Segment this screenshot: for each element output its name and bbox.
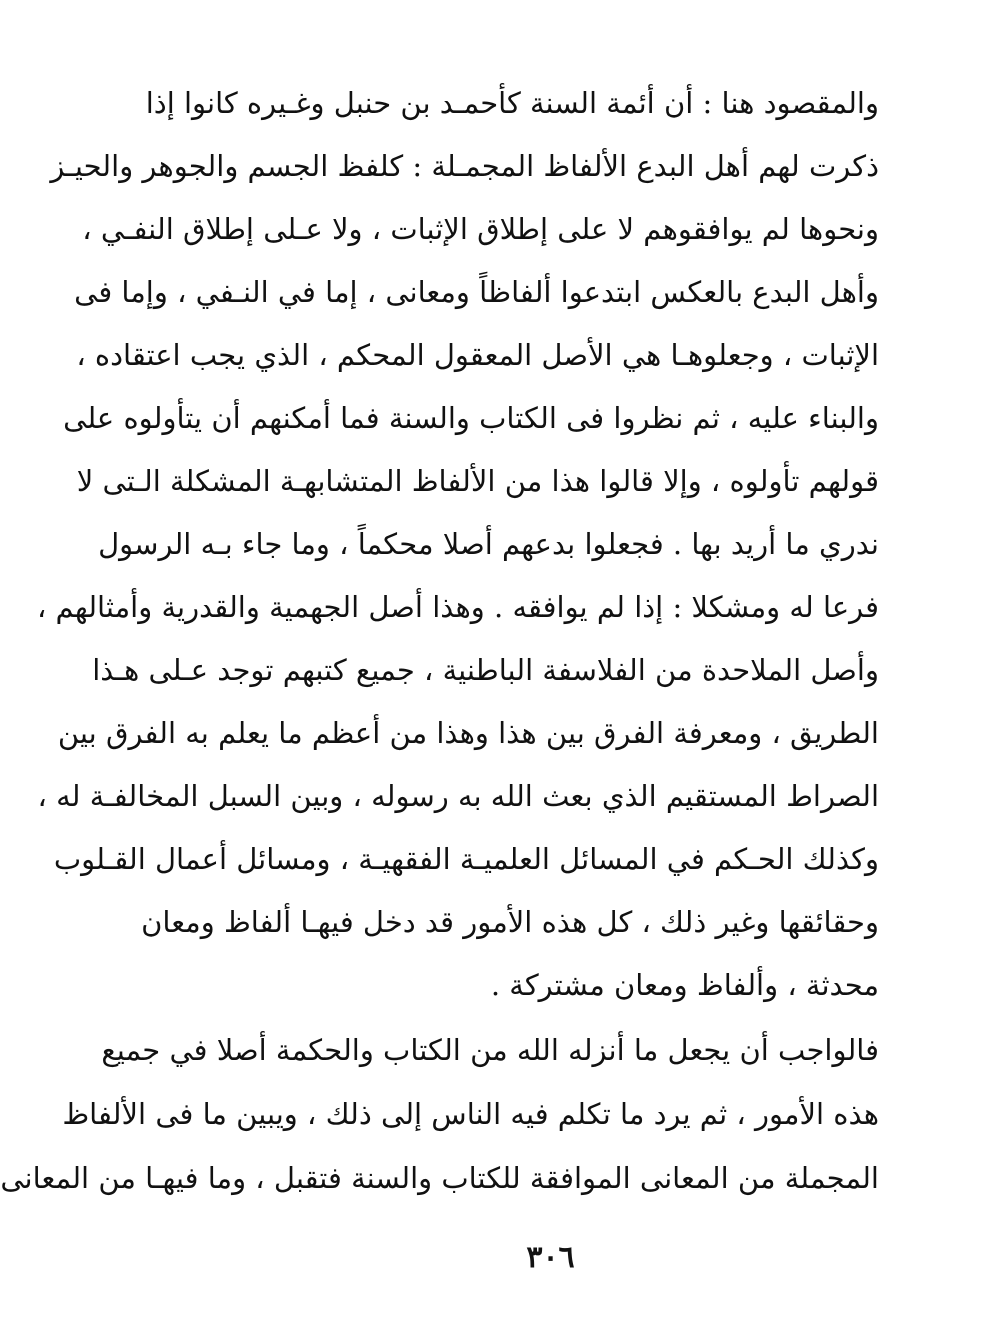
text-line: ونحوها لم يوافقوهم لا على إطلاق الإثبات ، ولا عـلى إطلاق النفـي ، [82,212,879,246]
text-line: وأصل الملاحدة من الفلاسفة الباطنية ، جميع كتبهم توجد عـلى هـذا [92,653,879,687]
text-line: الطريق ، ومعرفة الفرق بين هذا وهذا من أعظم ما يعلم به الفرق بين [57,716,879,750]
text-line: وحقائقها وغير ذلك ، كل هذه الأمور قد دخل فيهـا ألفاظ ومعان [141,905,879,939]
text-line: فالواجب أن يجعل ما أنزله الله من الكتاب والحكمة أصلا في جميع [101,1033,879,1067]
text-line: الإثبات ، وجعلوهـا هي الأصل المعقول المحكم ، الذي يجب اعتقاده ، [76,338,879,372]
text-line: الصراط المستقيم الذي بعث الله به رسوله ، وبين السبل المخالفـة له ، [37,779,879,813]
text-line: وكذلك الحـكم في المسائل العلميـة الفقهيـة ، ومسائل أعمال القـلوب [53,842,879,876]
text-line: والمقصود هنا : أن أئمة السنة كأحمـد بن حنبل وغـيره كانوا إذا [145,86,879,120]
paragraph-2 [0,1018,879,1210]
paragraph-1 [36,72,879,1017]
text-line: هذه الأمور ، ثم يرد ما تكلم فيه الناس إلى ذلك ، ويبين ما فى الألفاظ [62,1097,879,1131]
text-line: فرعا له ومشكلا : إذا لم يوافقه . وهذا أصل الجهمية والقدرية وأمثالهم ، [36,590,879,624]
text-line: ندري ما أريد بها . فجعلوا بدعهم أصلا محكماً ، وما جاء بـه الرسول [98,527,879,561]
page-number: ٣٠٦ [526,1240,575,1275]
text-line: وأهل البدع بالعكس ابتدعوا ألفاظاً ومعانى ، إما في النـفي ، وإما فى [74,275,879,309]
text-line: محدثة ، وألفاظ ومعان مشتركة . [490,968,879,1002]
text-line: قولهم تأولوه ، وإلا قالوا هذا من الألفاظ المتشابهـة المشكلة الـتى لا [76,464,879,498]
text-line: ذكرت لهم أهل البدع الألفاظ المجمـلة : كلفظ الجسم والجوهر والحيـز [50,149,879,183]
text-line: والبناء عليه ، ثم نظروا فى الكتاب والسنة فما أمكنهم أن يتأولوه على [63,401,879,435]
text-line: المجملة من المعانى الموافقة للكتاب والسنة فتقبل ، وما فيهـا من المعانى [0,1161,879,1195]
